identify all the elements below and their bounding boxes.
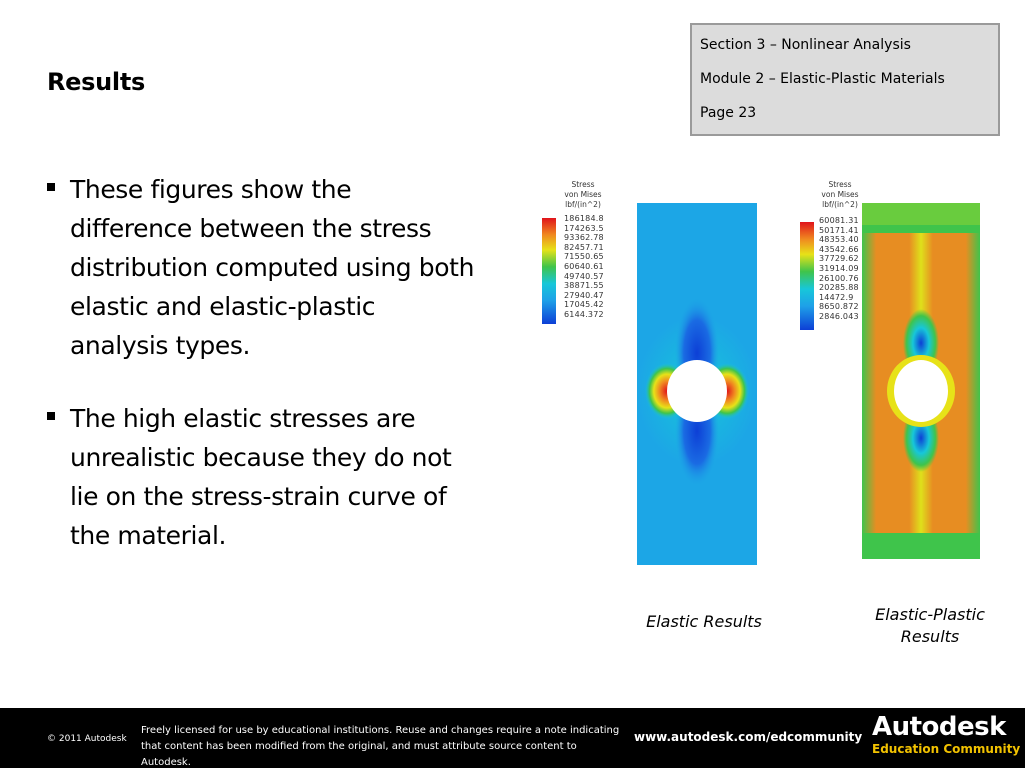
legend-value: 43542.66 <box>819 244 859 254</box>
bullet-text: The high elastic stresses are unrealistic because they do not lie on the stress-strain curve of the material. <box>70 404 452 550</box>
plastic-caption <box>855 604 1005 648</box>
section-label: Section 3 – Nonlinear Analysis <box>700 37 911 53</box>
plastic-caption-text: Elastic-Plastic Results <box>875 605 985 646</box>
legend-value: 174263.5 <box>564 223 604 233</box>
legend-color-bar <box>542 218 556 324</box>
elastic-stress-plot <box>637 203 757 565</box>
square-bullet-icon <box>47 183 55 191</box>
plastic-stress-plot <box>862 203 980 559</box>
legend-value: 31914.09 <box>819 263 859 273</box>
legend-value: 82457.71 <box>564 242 604 252</box>
legend-value: 49740.57 <box>564 271 604 281</box>
legend-color-bar <box>800 222 814 330</box>
elastic-caption: Elastic Results <box>646 612 762 631</box>
legend-value: 48353.40 <box>819 235 859 245</box>
education-community-label: Education Community <box>872 742 1021 756</box>
module-label: Module 2 – Elastic-Plastic Materials <box>700 71 945 87</box>
bullet-item <box>47 399 477 555</box>
legend-value: 20285.88 <box>819 283 859 293</box>
legend-value: 14472.9 <box>819 292 854 302</box>
legend-value: 6144.372 <box>564 309 604 319</box>
legend-value: 37729.62 <box>819 254 859 264</box>
legend-title-line: Stress <box>571 180 595 189</box>
legend-title <box>540 180 626 210</box>
license-note: Freely licensed for use by educational institutions. Reuse and changes require a note indicating that content has been modified from the original, and must attribute source content to Autodesk. <box>141 725 620 768</box>
bullet-text: These figures show the difference between the stress distribution computed using both elastic and elastic-plastic analysis types. <box>70 175 475 360</box>
copyright-text: © 2011 Autodesk <box>47 734 127 744</box>
legend-value: 17045.42 <box>564 300 604 310</box>
page-number: Page 23 <box>700 105 757 121</box>
legend-title-line: lbf/(in^2) <box>565 200 601 209</box>
legend-value: 26100.76 <box>819 273 859 283</box>
legend-title-line: Stress <box>828 180 852 189</box>
legend-value: 60640.61 <box>564 261 604 271</box>
legend-value: 60081.31 <box>819 216 859 225</box>
community-link[interactable]: www.autodesk.com/edcommunity <box>634 730 863 744</box>
section-info-box <box>690 23 1000 136</box>
square-bullet-icon <box>47 412 55 420</box>
legend-values <box>564 214 604 320</box>
bullet-list <box>47 170 477 555</box>
legend-title-line: von Mises <box>564 190 602 199</box>
legend-value: 8650.872 <box>819 302 859 312</box>
legend-title-line: von Mises <box>821 190 859 199</box>
legend-value: 38871.55 <box>564 281 604 291</box>
legend-value: 93362.78 <box>564 233 604 243</box>
legend-value: 27940.47 <box>564 290 604 300</box>
page-title: Results <box>47 68 146 96</box>
legend-value: 71550.65 <box>564 252 604 262</box>
legend-value: 50171.41 <box>819 225 859 235</box>
autodesk-logo: Autodesk <box>872 712 1006 742</box>
bullet-item <box>47 170 477 365</box>
legend-title-line: lbf/(in^2) <box>822 200 858 209</box>
legend-value: 186184.8 <box>564 214 604 223</box>
legend-value: 2846.043 <box>819 311 859 321</box>
legend-values <box>819 216 859 322</box>
footer-bar <box>0 708 1025 768</box>
